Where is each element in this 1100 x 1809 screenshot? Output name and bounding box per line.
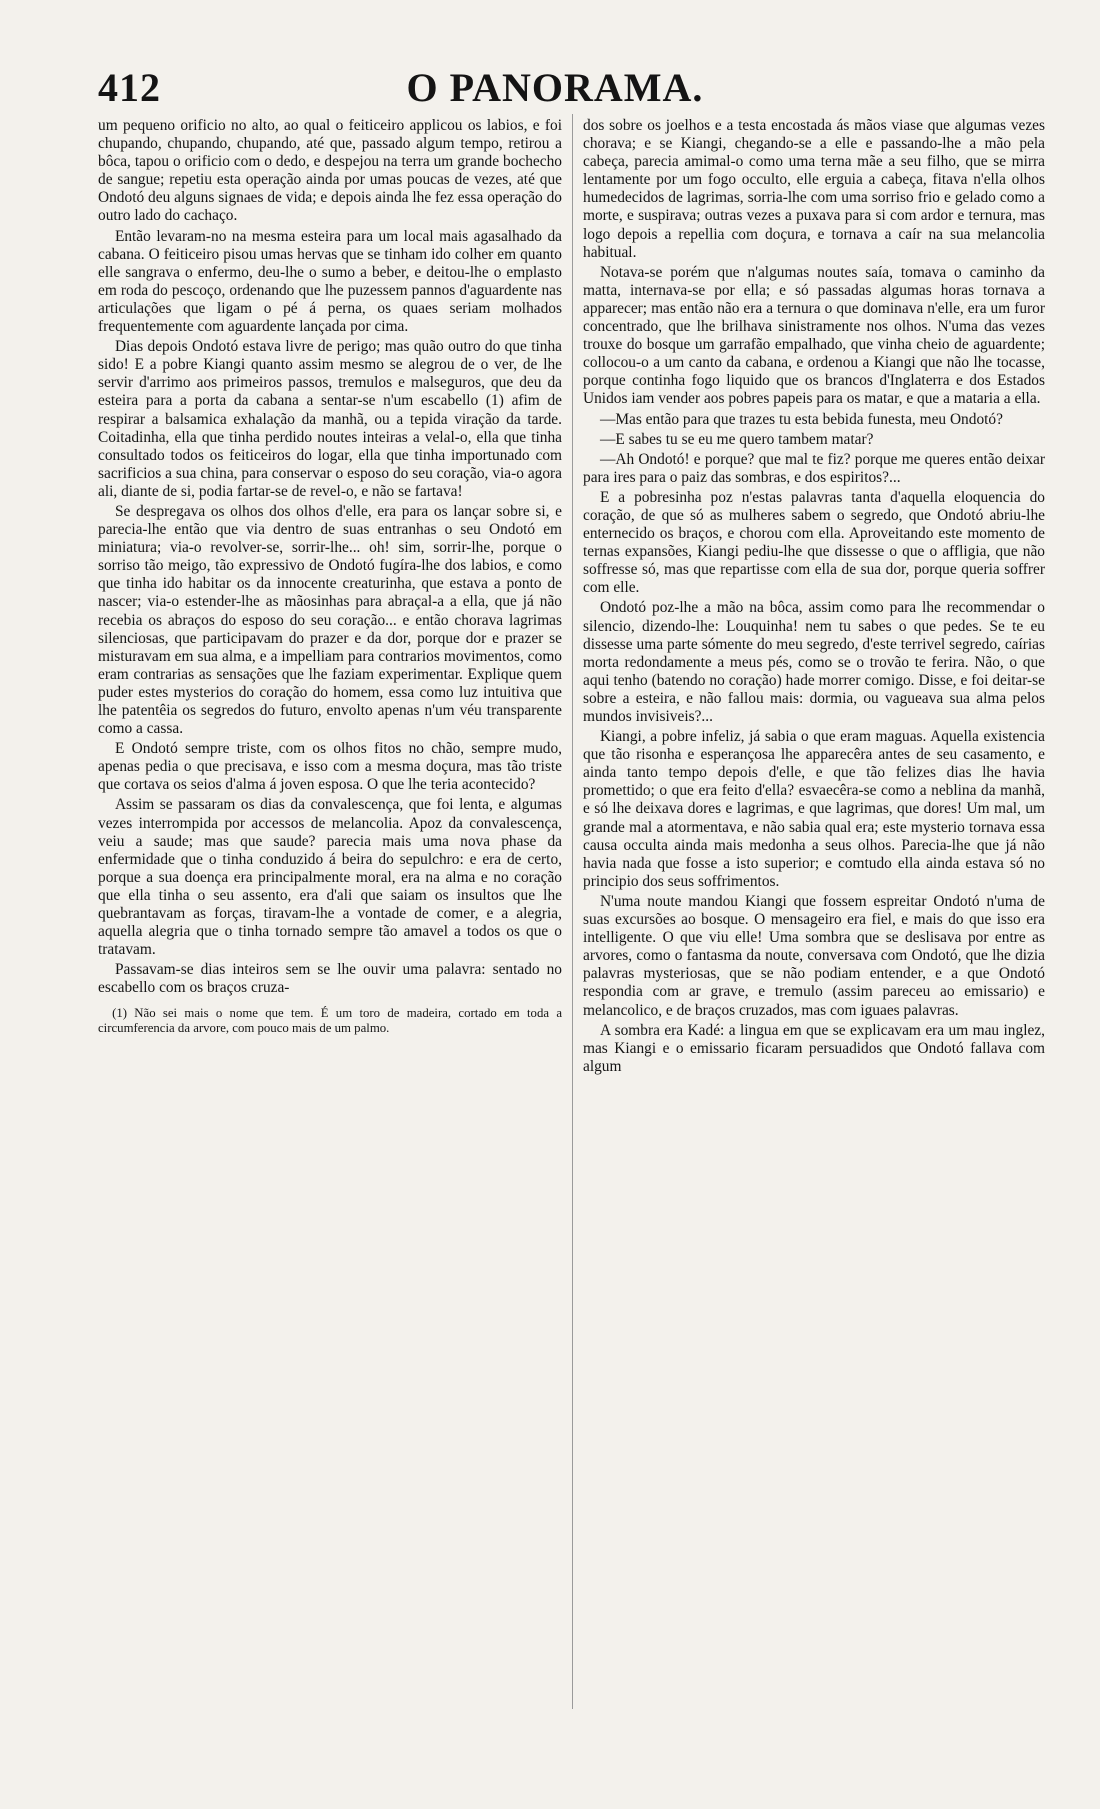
- column-divider: [572, 114, 573, 1709]
- paragraph: Passavam-se dias inteiros sem se lhe ouvir uma palavra: sentado no escabello com os braços cruza-: [98, 961, 562, 997]
- journal-title: O PANORAMA.: [406, 65, 704, 110]
- dialogue-line: —Ah Ondotó! e porque? que mal te fiz? porque me queres então deixar para ires para o paiz das sombras, e dos espiritos?...: [583, 450, 1045, 486]
- paragraph: Então levaram-no na mesma esteira para um local mais agasalhado da cabana. O feiticeiro pisou umas hervas que se tinham ido colher em quanto elle sangrava o enfermo, deu-lhe o sumo a beber, e deitou-lhe o emplasto em roda do pescoço, ordenando que lhe puzessem pannos d'aguardente nas articulações que ligam o pé á perna, os quaes seriam molhados frequentemente com aguardente lançada por cima.: [98, 227, 562, 336]
- paragraph: Ondotó poz-lhe a mão na bôca, assim como para lhe recommendar o silencio, dizendo-lhe: Louquinha! nem tu sabes o que pedes. Se te eu dissesse uma parte sómente do meu segredo, d'este terrivel segredo, caírias morta redondamente a meus pés, como se o trovão te ferira. Não, o que aqui tenho (batendo no coração) hade morrer comigo. Disse, e foi deitar-se sobre a esteira, e não fallou mais: dormia, ou vagueava sua alma pelos mundos invisiveis?...: [583, 599, 1045, 725]
- dialogue-line: —E sabes tu se eu me quero tambem matar?: [599, 430, 874, 448]
- paragraph: Dias depois Ondotó estava livre de perigo; mas quão outro do que tinha sido! E a pobre Kiangi quanto assim mesmo se alegrou de o ver, de lhe servir d'arrimo aos primeiros passos, tremulos e malseguros, que deu da esteira para a porta da cabana a sentar-se n'um escabello (1) afim de respirar a balsamica exhalação da manhã, ou a tepida viração da tarde. Coitadinha, ella que tinha perdido noutes inteiras a velal-o, ella que tinha consultado todos os feiticeiros do logar, ella que tinha importunado com sacrificios a sua china, para conservar o esposo do seu coração, via-o agora ali, diante de si, podia fartar-se de revel-o, e não se fartava!: [98, 338, 562, 500]
- paragraph: Notava-se porém que n'algumas noutes saía, tomava o caminho da matta, internava-se por ella; e só passadas algumas horas tornava a apparecer; mas então não era a ternura o que dominava n'elle, era um furor concentrado, que lhe brilhava sinistramente nos olhos. N'uma das vezes trouxe do bosque um garrafão empalhado, que vinha cheio de aguardente; collocou-o a um canto da cabana, e ordenou a Kiangi que não lhe tocasse, porque continha fogo liquido que os brancos d'Inglaterra e dos Estados Unidos iam vender aos pobres papeis para os matar, e que a mataria a ella.: [583, 263, 1045, 408]
- dialogue-line: —Mas então para que trazes tu esta bebida funesta, meu Ondotó?: [599, 410, 1003, 428]
- paragraph: A sombra era Kadé: a lingua em que se explicavam era um mau inglez, mas Kiangi e o emissario ficaram persuadidos que Ondotó fallava com algum: [583, 1021, 1045, 1075]
- page-number: 412: [98, 65, 161, 110]
- footnote: (1) Não sei mais o nome que tem. É um toro de madeira, cortado em toda a circumferencia da arvore, com pouco mais de um palmo.: [98, 1005, 562, 1035]
- paragraph: dos sobre os joelhos e a testa encostada ás mãos viase que algumas vezes chorava; e se Kiangi, chegando-se a elle e passando-lhe a mão pela cabeça, parecia amimal-o como uma terna mãe a seu filho, que se mirra lentamente por um fogo occulto, elle erguia a cabeça, fitava n'ella olhos humedecidos de lagrimas, sorria-lhe com uma sorriso frio e gelado como a morte, e suspirava; outras vezes a puxava para si com ardor e ternura, mas logo depois a repellia com doçura, e tornava a caír na sua melancolia habitual.: [583, 117, 1045, 261]
- paragraph: N'uma noute mandou Kiangi que fossem espreitar Ondotó n'uma de suas excursões ao bosque. O mensageiro era fiel, e mais do que isso era intelligente. O que viu elle! Uma sombra que se deslisava por entre as arvores, como o fantasma da noute, conversava com Ondotó, que lhe dizia palavras mysteriosas, que se não podiam entender, e a que Ondotó respondia com ar grave, e tremulo (assim pareceu ao emissario) e melancolico, e de braços cruzados, mas com iguaes palavras.: [583, 892, 1045, 1019]
- paragraph: E Ondotó sempre triste, com os olhos fitos no chão, sempre mudo, apenas pedia o que precisava, e isso com a mesma doçura, mas tão triste que cortava os seios d'alma á joven esposa. O que lhe teria acontecido?: [98, 740, 562, 794]
- page-header: [98, 64, 1012, 114]
- paragraph: um pequeno orificio no alto, ao qual o feiticeiro applicou os labios, e foi chupando, chupando, chupando, até que, passado algum tempo, retirou a bôca, tapou o orificio com o dedo, e despejou na terra um grande bochecho de sangue; repetiu esta operação ainda por umas poucas de vezes, até que Ondotó deu alguns signaes de vida; e depois ainda lhe fez essa operação do outro lado do cachaço.: [98, 117, 562, 225]
- right-column: [583, 117, 1045, 1078]
- paragraph: Kiangi, a pobre infeliz, já sabia o que eram maguas. Aquella existencia que tão risonha e esperançosa lhe apparecêra antes de seu casamento, e ainda tanto tempo depois d'elle, e que tão felizes dias lhe havia promettido; o que era feito d'ella? esvaecêra-se como a neblina da manhã, e só lhe deixava dores e lagrimas, e que lagrimas, que dores! Um mal, um grande mal a atormentava, e não sabia qual era; este mysterio tornava essa causa occulta ainda mais medonha a seus olhos. Parecia-lhe que já não havia nada que fosse a isto superior; e comtudo ella ainda estava só no principio dos seus soffrimentos.: [583, 728, 1045, 890]
- left-column: [98, 117, 562, 1037]
- paragraph: E a pobresinha poz n'estas palavras tanta d'aquella eloquencia do coração, de que só as mulheres sabem o segredo, que Ondotó abriu-lhe enternecido os braços, e chorou com ella. Aproveitando este momento de ternas expansões, Kiangi pediu-lhe que dissesse o que o affligia, que não soffresse só, mas que repartisse com ella de sua dor, porque queria soffrer com elle.: [583, 488, 1045, 597]
- paragraph: Se despregava os olhos dos olhos d'elle, era para os lançar sobre si, e parecia-lhe então que via dentro de suas entranhas o seu Ondotó em miniatura; via-o revolver-se, sorrir-lhe... oh! sim, sorrir-lhe, porque o sorriso tão meigo, tão expressivo de Ondotó fugíra-lhe dos labios, e como que tinha ido habitar os da innocente creaturinha, que estava a ponto de nascer; via-o estender-lhe as mãosinhas para abraçal-a a ella, que já não recebia os abraços do esposo do seu coração... e então chorava lagrimas silenciosas, que participavam do prazer e da dor, porque dor e prazer se misturavam em sua alma, e a impelliam para contrarios movimentos, como eram contrarias as sensações que lhe faziam experimentar. Explique quem puder estes mysterios do coração do homem, essa como luz intuitiva que lhe patentêia os segredos do futuro, envolto apenas n'um véu transparente como a cassa.: [98, 502, 562, 738]
- paragraph: Assim se passaram os dias da convalescença, que foi lenta, e algumas vezes interrompida por accessos de melancolia. Apoz da convalescença, veiu a saude; mas que saude? parecia mais uma nova phase da enfermidade que o tinha conduzido á beira do sepulchro: e era de certo, porque a sua doença era principalmente moral, era na alma e no coração que ella tinha o seu assento, era d'ali que saiam os insultos que lhe quebrantavam as forças, tiravam-lhe a vontade de comer, e a alegria, aquella alegria que o tinha tornado sempre tão amavel a todos os que o tratavam.: [98, 796, 562, 959]
